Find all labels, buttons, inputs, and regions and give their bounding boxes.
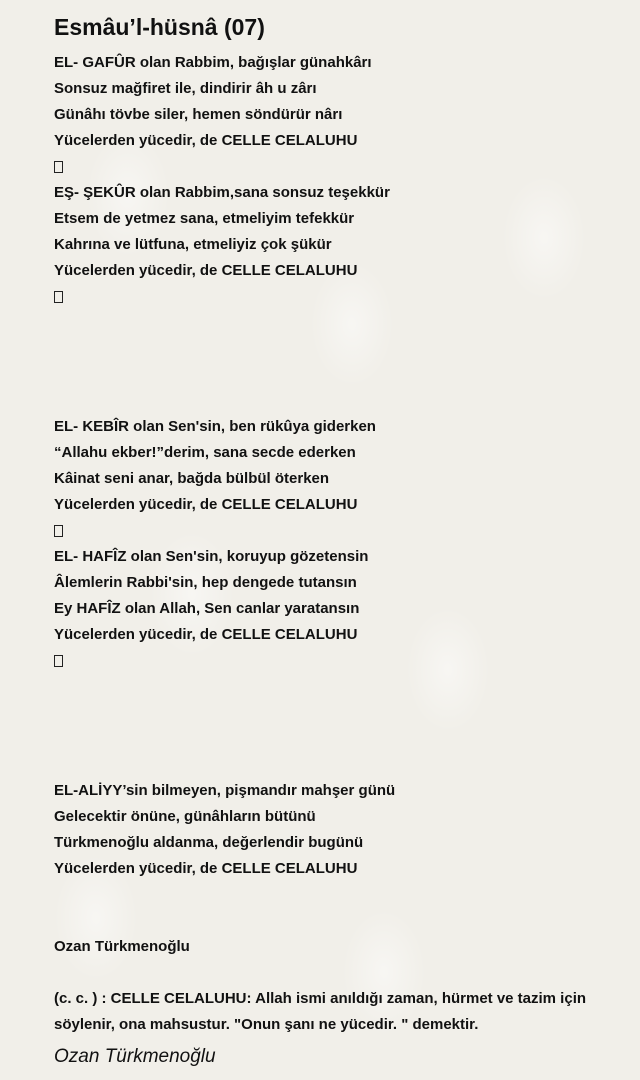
verse-line: Yücelerden yücedir, de CELLE CELALUHU [54,132,358,149]
missing-glyph-icon [54,518,624,544]
verse-line: Kâinat seni anar, bağda bülbül öterken [54,470,330,487]
missing-glyph-icon [54,154,624,180]
author-signature: Ozan Türkmenoğlu [54,1046,216,1067]
spacer [54,310,624,414]
verse-line: EL- GAFÛR olan Rabbim, bağışlar günahkârı [54,54,372,71]
verse-line: Sonsuz mağfiret ile, dindirir âh u zârı [54,80,317,97]
verse-line: EL- KEBÎR olan Sen'sin, ben rükûya giderken [54,418,376,435]
verse-line: Yücelerden yücedir, de CELLE CELALUHU [54,626,358,643]
spacer [54,882,624,934]
author-name: Ozan Türkmenoğlu [54,938,190,955]
poem-page [54,12,624,1070]
verse-line: “Allahu ekber!”derim, sana secde ederken [54,444,356,461]
spacer [54,674,624,778]
verse-line: Kahrına ve lütfuna, etmeliyiz çok şükür [54,236,332,253]
verse-line: Âlemlerin Rabbi'sin, hep dengede tutansın [54,574,357,591]
missing-glyph-icon [54,648,624,674]
stanza-3 [54,414,624,518]
verse-line: Günâhı tövbe siler, hemen söndürür nârı [54,106,343,123]
spacer [54,960,624,986]
verse-line: Ey HAFÎZ olan Allah, Sen canlar yaratansın [54,600,360,617]
verse-line: Türkmenoğlu aldanma, değerlendir bugünü [54,834,364,851]
missing-glyph-icon [54,284,624,310]
stanza-2 [54,180,624,284]
verse-line: EL-ALİYY’sin bilmeyen, pişmandır mahşer günü [54,782,396,799]
stanza-4 [54,544,624,648]
verse-line: EŞ- ŞEKÛR olan Rabbim,sana sonsuz teşekkür [54,184,390,201]
verse-line: Yücelerden yücedir, de CELLE CELALUHU [54,496,358,513]
poem-title: Esmâu’l-hüsnâ (07) [54,14,265,40]
stanza-5 [54,778,624,882]
verse-line: Etsem de yetmez sana, etmeliyim tefekkür [54,210,355,227]
verse-line: Yücelerden yücedir, de CELLE CELALUHU [54,262,358,279]
stanza-1 [54,50,624,154]
verse-line: Yücelerden yücedir, de CELLE CELALUHU [54,860,358,877]
footnote: (c. c. ) : CELLE CELALUHU: Allah ismi anıldığı zaman, hürmet ve tazim için söylenir, ona mahsustur. "Onun şanı ne yücedir. " demektir. [54,990,587,1033]
verse-line: EL- HAFÎZ olan Sen'sin, koruyup gözetensin [54,548,369,565]
verse-line: Gelecektir önüne, günâhların bütünü [54,808,316,825]
